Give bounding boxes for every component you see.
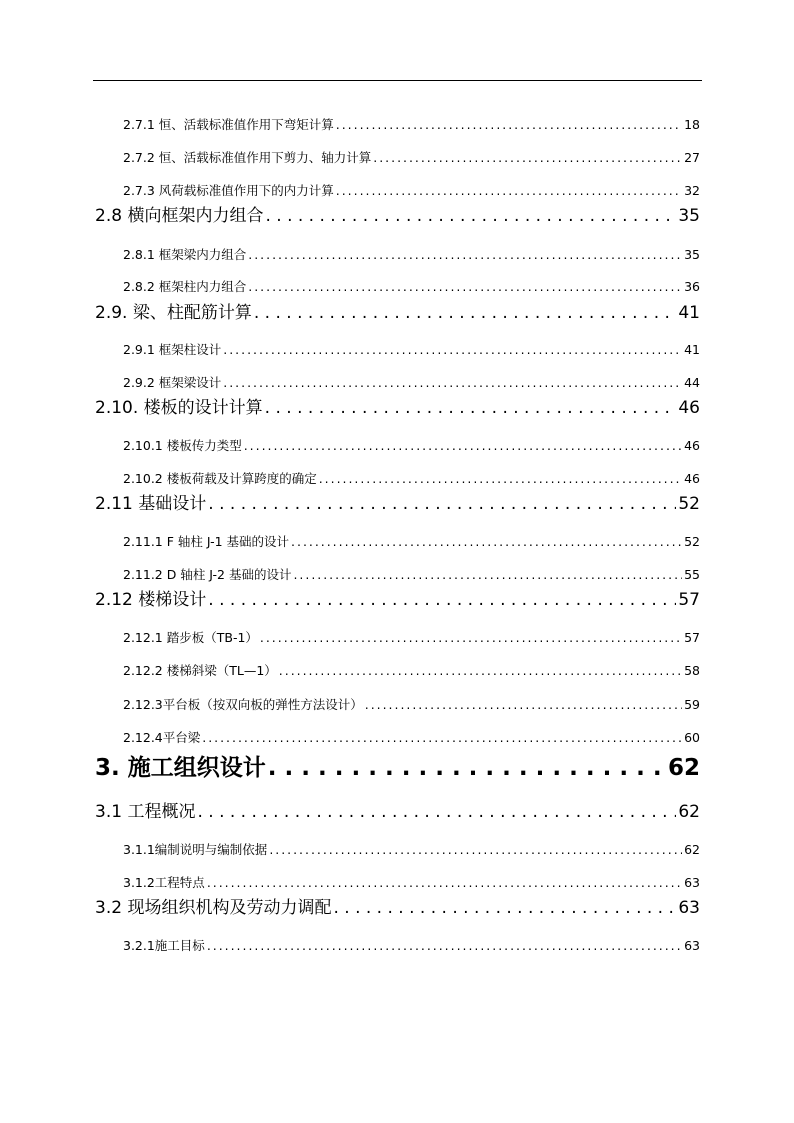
toc-entry[interactable]	[123, 875, 700, 891]
toc-entry-page: 58	[684, 663, 700, 678]
toc-section-entry[interactable]	[95, 897, 700, 919]
toc-entry-page: 27	[684, 150, 700, 165]
toc-entry-page: 35	[684, 247, 700, 262]
toc-entry-title: 2.12.2 楼梯斜梁（TL—1）	[123, 663, 277, 678]
toc-entry-page: 36	[684, 279, 700, 294]
toc-entry-page: 57	[678, 590, 700, 610]
toc-entry[interactable]	[123, 697, 700, 713]
toc-dot-leader	[268, 753, 666, 783]
toc-dot-leader	[254, 302, 677, 324]
toc-entry-title: 2.11.2 D 轴柱 J-2 基础的设计	[123, 567, 292, 582]
toc-dot-leader	[279, 663, 682, 679]
toc-dot-leader	[223, 342, 682, 358]
toc-section-entry[interactable]	[95, 589, 700, 611]
toc-entry-title: 2.11 基础设计	[95, 494, 207, 514]
toc-entry-title: 2.9.2 框架梁设计	[123, 375, 222, 390]
toc-entry-title: 2.10.2 楼板荷载及计算跨度的确定	[123, 471, 317, 486]
toc-entry[interactable]	[123, 183, 700, 199]
toc-entry-page: 63	[678, 898, 700, 918]
toc-entry-page: 41	[684, 342, 700, 357]
toc-dot-leader	[365, 697, 682, 713]
toc-entry-title: 3.2 现场组织机构及劳动力调配	[95, 898, 332, 918]
toc-chapter-entry[interactable]	[95, 753, 700, 783]
toc-entry-title: 2.7.2 恒、活载标准值作用下剪力、轴力计算	[123, 150, 372, 165]
toc-entry-page: 32	[684, 183, 700, 198]
toc-entry-page: 57	[684, 630, 700, 645]
toc-dot-leader	[333, 897, 676, 919]
toc-dot-leader	[336, 183, 682, 199]
toc-entry-title: 2.7.3 风荷载标准值作用下的内力计算	[123, 183, 334, 198]
toc-dot-leader	[248, 279, 682, 295]
toc-dot-leader	[248, 247, 682, 263]
toc-section-entry[interactable]	[95, 205, 700, 227]
toc-entry-title: 3.1.1编制说明与编制依据	[123, 842, 268, 857]
toc-entry-page: 41	[678, 303, 700, 323]
toc-entry-title: 2.10. 楼板的设计计算	[95, 398, 263, 418]
toc-entry[interactable]	[123, 938, 700, 954]
toc-dot-leader	[197, 801, 676, 823]
toc-entry-page: 62	[684, 842, 700, 857]
toc-entry-page: 52	[684, 534, 700, 549]
toc-entry-title: 2.8.2 框架柱内力组合	[123, 279, 247, 294]
toc-dot-leader	[223, 375, 682, 391]
toc-section-entry[interactable]	[95, 302, 700, 324]
toc-entry-page: 46	[684, 471, 700, 486]
toc-entry-title: 2.9.1 框架柱设计	[123, 342, 222, 357]
toc-dot-leader	[265, 397, 677, 419]
toc-entry-title: 2.8.1 框架梁内力组合	[123, 247, 247, 262]
toc-entry-page: 46	[678, 398, 700, 418]
toc-dot-leader	[202, 730, 682, 746]
toc-dot-leader	[293, 567, 682, 583]
toc-entry-page: 44	[684, 375, 700, 390]
toc-entry-title: 2.9. 梁、柱配筋计算	[95, 303, 252, 323]
toc-dot-leader	[373, 150, 682, 166]
toc-dot-leader	[291, 534, 682, 550]
toc-entry[interactable]	[123, 471, 700, 487]
toc-entry-page: 62	[678, 802, 700, 822]
toc-entry-title: 3.2.1施工目标	[123, 938, 205, 953]
toc-entry[interactable]	[123, 534, 700, 550]
toc-section-entry[interactable]	[95, 397, 700, 419]
toc-entry-title: 3.1.2工程特点	[123, 875, 205, 890]
toc-entry[interactable]	[123, 342, 700, 358]
toc-dot-leader	[207, 938, 682, 954]
toc-entry-page: 60	[684, 730, 700, 745]
toc-entry-page: 59	[684, 697, 700, 712]
toc-entry[interactable]	[123, 663, 700, 679]
toc-entry-page: 18	[684, 117, 700, 132]
toc-entry[interactable]	[123, 730, 700, 746]
toc-entry-title: 2.7.1 恒、活载标准值作用下弯矩计算	[123, 117, 334, 132]
toc-dot-leader	[208, 589, 676, 611]
toc-entry[interactable]	[123, 150, 700, 166]
toc-dot-leader	[319, 471, 682, 487]
toc-entry-page: 55	[684, 567, 700, 582]
toc-entry[interactable]	[123, 842, 700, 858]
toc-entry-title: 2.12.4平台梁	[123, 730, 201, 745]
toc-section-entry[interactable]	[95, 801, 700, 823]
toc-dot-leader	[207, 875, 682, 891]
toc-entry-title: 2.12.3平台板（按双向板的弹性方法设计）	[123, 697, 363, 712]
toc-dot-leader	[269, 842, 682, 858]
toc-entry-title: 2.11.1 F 轴柱 J-1 基础的设计	[123, 534, 290, 549]
toc-entry[interactable]	[123, 279, 700, 295]
toc-entry-page: 46	[684, 438, 700, 453]
toc-entry-page: 52	[678, 494, 700, 514]
toc-dot-leader	[244, 438, 682, 454]
toc-entry[interactable]	[123, 117, 700, 133]
toc-entry-title: 3. 施工组织设计	[95, 755, 266, 781]
toc-entry[interactable]	[123, 247, 700, 263]
toc-entry-title: 2.12.1 踏步板（TB-1）	[123, 630, 258, 645]
toc-entry-page: 35	[678, 206, 700, 226]
toc-section-entry[interactable]	[95, 493, 700, 515]
toc-entry[interactable]	[123, 567, 700, 583]
toc-dot-leader	[265, 205, 676, 227]
toc-entry-title: 3.1 工程概况	[95, 802, 196, 822]
toc-entry-title: 2.8 横向框架内力组合	[95, 206, 264, 226]
toc-dot-leader	[336, 117, 682, 133]
toc-entry-page: 63	[684, 938, 700, 953]
toc-entry-page: 62	[667, 755, 700, 781]
toc-dot-leader	[208, 493, 676, 515]
toc-entry-title: 2.12 楼梯设计	[95, 590, 207, 610]
toc-entry[interactable]	[123, 630, 700, 646]
toc-dot-leader	[260, 630, 682, 646]
toc-entry-title: 2.10.1 楼板传力类型	[123, 438, 242, 453]
toc-entry[interactable]	[123, 438, 700, 454]
toc-entry[interactable]	[123, 375, 700, 391]
toc-entry-page: 63	[684, 875, 700, 890]
